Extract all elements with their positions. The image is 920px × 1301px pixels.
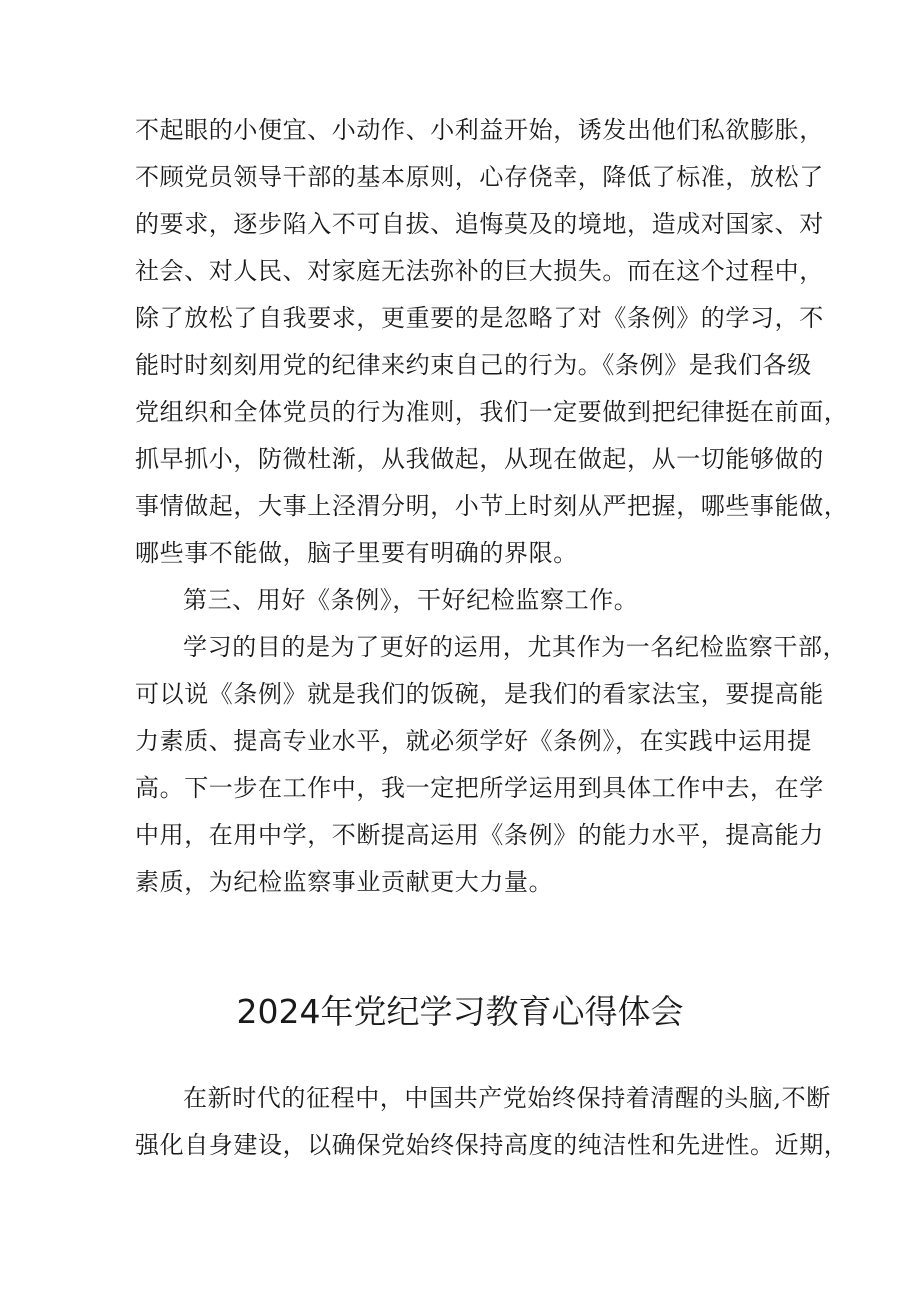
paragraph-line: 能时时刻刻用党的纪律来约束自己的行为。《条例》是我们各级 xyxy=(135,351,812,379)
article-body-block xyxy=(135,1075,849,1169)
paragraph-line: 力素质、提高专业水平，就必须学好《条例》，在实践中运用提 xyxy=(135,727,812,755)
paragraph-line: 强化自身建设，以确保党始终保持高度的纯洁性和先进性。近期， xyxy=(135,1131,849,1159)
paragraph-line: 除了放松了自我要求，更重要的是忽略了对《条例》的学习，不 xyxy=(135,304,824,332)
paragraph-line: 在新时代的征程中，中国共产党始终保持着清醒的头脑,不断 xyxy=(183,1084,831,1112)
paragraph-line: 学习的目的是为了更好的运用，尤其作为一名纪检监察干部， xyxy=(183,633,848,661)
paragraph-line: 中用，在用中学，不断提高运用《条例》的能力水平，提高能力 xyxy=(135,821,824,849)
paragraph-line: 抓早抓小，防微杜渐，从我做起，从现在做起，从一切能够做的 xyxy=(135,445,824,473)
paragraph-line: 事情做起，大事上泾渭分明，小节上时刻从严把握，哪些事能做， xyxy=(135,492,849,520)
paragraph-line: 社会、对人民、对家庭无法弥补的巨大损失。而在这个过程中， xyxy=(135,257,824,285)
paragraph-line: 的要求，逐步陷入不可自拔、追悔莫及的境地，造成对国家、对 xyxy=(135,210,824,238)
section-heading: 第三、用好《条例》，干好纪检监察工作。 xyxy=(183,586,639,614)
paragraph-line: 不顾党员领导干部的基本原则，心存侥幸，降低了标准，放松了 xyxy=(135,163,824,191)
article-title: 2024年党纪学习教育心得体会 xyxy=(236,992,684,1031)
paragraph-line: 不起眼的小便宜、小动作、小利益开始，诱发出他们私欲膨胀， xyxy=(135,116,824,144)
paragraph-line: 素质，为纪检监察事业贡献更大力量。 xyxy=(135,868,554,896)
paragraph-line: 可以说《条例》就是我们的饭碗，是我们的看家法宝，要提高能 xyxy=(135,680,824,708)
paragraph-line: 哪些事不能做，脑子里要有明确的界限。 xyxy=(135,539,578,567)
body-text-block xyxy=(135,107,849,906)
paragraph-line: 高。下一步在工作中，我一定把所学运用到具体工作中去，在学 xyxy=(135,774,824,802)
paragraph-line: 党组织和全体党员的行为准则，我们一定要做到把纪律挺在前面， xyxy=(135,398,849,426)
